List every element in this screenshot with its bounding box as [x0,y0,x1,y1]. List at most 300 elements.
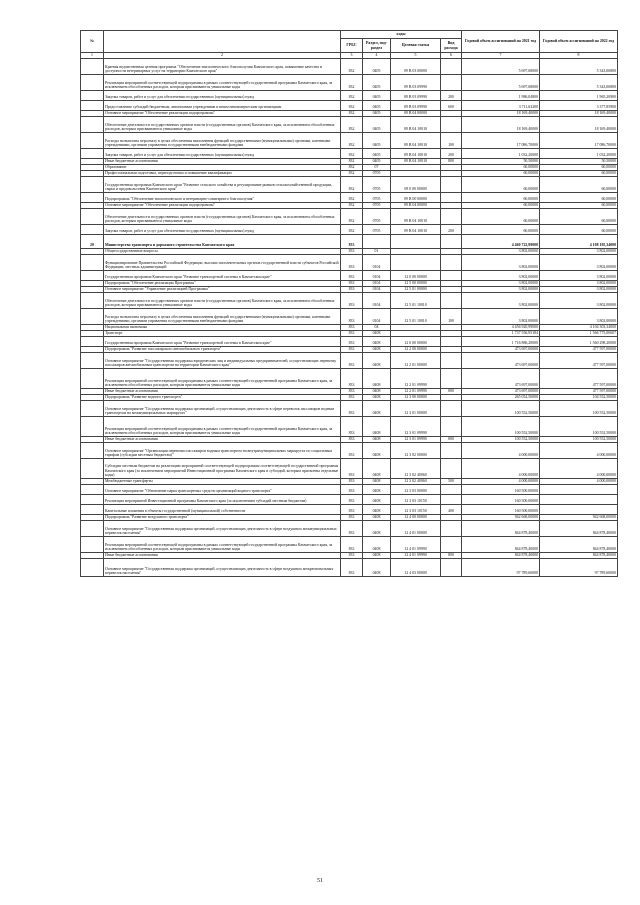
cell-v2: 4 108 105,34000 [540,235,618,249]
cell-sec: 0405 [363,117,391,133]
cell-no [81,459,104,479]
cell-tgt: 09 В 03 09990 [391,75,441,91]
cell-sec: 0408 [363,401,391,417]
table-row [81,171,618,177]
cell-v1: 844 878,40000 [462,537,540,553]
cell-kind: 500 [441,479,462,485]
cell-tgt: 12 3 03 00000 [391,485,441,495]
cell-sec: 0408 [363,417,391,437]
cell-v2: 844 878,40000 [540,537,618,553]
cell-grbs: 833 [341,287,363,293]
cell-grbs: 832 [341,171,363,177]
cell-kind: 800 [441,553,462,559]
cell-grbs: 833 [341,515,363,521]
cell-tgt: 12 3 00 00000 [391,395,441,401]
cell-sec: 0408 [363,537,391,553]
cell-grbs: 833 [341,505,363,515]
cell-sec: 0408 [363,559,391,577]
table-row [81,495,618,505]
table-row [81,111,618,117]
cell-sec [363,235,391,249]
cell-grbs: 832 [341,193,363,203]
table-row [81,537,618,553]
cell-v2: 18 169,40000 [540,117,618,133]
cell-v1: 844 878,40000 [462,521,540,537]
cell-tgt: 09 В 04 10010 [391,133,441,149]
cell-v2: 60,00000 [540,177,618,193]
cell-grbs: 833 [341,559,363,577]
cell-tgt: 09 В 03 00000 [391,59,441,75]
cell-kind [441,177,462,193]
cell-no [81,309,104,325]
cell-grbs: 832 [341,165,363,171]
budget-table-sheet [80,30,617,577]
cell-v1: 4 000,00000 [462,479,540,485]
cell-grbs: 833 [341,417,363,437]
cell-grbs: 832 [341,159,363,165]
cell-v1: 473 697,00000 [462,389,540,395]
cell-v2: 18 169,40000 [540,111,618,117]
cell-no [81,293,104,309]
cell-v1: 5 697,68000 [462,75,540,91]
table-row [81,281,618,287]
cell-v2: 477 597,00000 [540,369,618,389]
cell-sec: 0408 [363,459,391,479]
page-number: 51 [317,878,323,884]
cell-grbs: 833 [341,521,363,537]
cell-grbs: 833 [341,395,363,401]
table-row [81,271,618,281]
table-row [81,505,618,515]
cell-name: Подпрограмма "Развитие воздушного транспорта" [104,515,341,521]
cell-sec: 0408 [363,331,391,337]
cell-grbs: 832 [341,149,363,159]
cell-v2: 844 878,40000 [540,521,618,537]
cell-tgt: 12 0 00 00000 [391,271,441,281]
cell-sec: 0408 [363,485,391,495]
cell-v2: 97 789,60000 [540,559,618,577]
header-name [104,31,341,53]
cell-v1: 3 802,00000 [462,281,540,287]
cell-v1: 60,00000 [462,177,540,193]
header-grbs: ГРБС [341,39,363,53]
table-row [81,133,618,149]
cell-name: Реализация мероприятий Инвестиционной программы Камчатского края (за исключением субсидий местным бюджетам) [104,495,341,505]
cell-v2: 477 597,00000 [540,353,618,369]
cell-v2: 3 802,00000 [540,249,618,255]
cell-v1: 3 802,00000 [462,287,540,293]
cell-sec: 0408 [363,347,391,353]
table-row [81,149,618,159]
cell-name: Государственная программа Камчатского края "Развитие транспортной системы в Камчатском крае" [104,337,341,347]
cell-kind [441,235,462,249]
cell-no [81,209,104,225]
cell-name: Предоставление субсидий бюджетным, автономным учреждениям и иным некоммерческим организациям [104,101,341,111]
cell-v1: 3 802,00000 [462,249,540,255]
cell-v2: 3 802,00000 [540,255,618,271]
cell-kind [441,337,462,347]
cell-v1: 4 460 722,99000 [462,235,540,249]
cell-grbs: 832 [341,101,363,111]
cell-v2: 1 560 298,20000 [540,337,618,347]
cell-tgt: 12 4 00 00000 [391,515,441,521]
cell-name: Профессиональная подготовка, переподготовка и повышение квалификации [104,171,341,177]
cell-name: Закупка товаров, работ и услуг для обеспечения государственных (муниципальных) нужд [104,91,341,101]
cell-tgt: 12 0 00 00000 [391,337,441,347]
table-row [81,293,618,309]
cell-no [81,75,104,91]
cell-kind [441,459,462,479]
cell-name: Иные бюджетные ассигнования [104,389,341,395]
cell-kind: 800 [441,437,462,443]
cell-v1: 18 169,40000 [462,117,540,133]
cell-kind [441,443,462,459]
cell-sec: 0408 [363,389,391,395]
cell-no [81,133,104,149]
cell-tgt [391,235,441,249]
cell-name: Закупка товаров, работ и услуг для обеспечения государственных (муниципальных) нужд [104,149,341,159]
table-row [81,91,618,101]
table-row [81,559,618,577]
cell-v1: 3 802,00000 [462,293,540,309]
cell-no: 20 [81,235,104,249]
cell-v2: 60,00000 [540,171,618,177]
cell-tgt: 12 3 01 00000 [391,401,441,417]
cell-sec: 0405 [363,133,391,149]
table-header [81,31,618,59]
cell-sec: 0408 [363,495,391,505]
cell-v1: 60,00000 [462,203,540,209]
cell-kind: 600 [441,101,462,111]
cell-v1: 100 552,50000 [462,437,540,443]
cell-grbs: 833 [341,281,363,287]
table-row [81,395,618,401]
cell-v2: 1 032,20000 [540,149,618,159]
cell-v1: 100 552,50000 [462,401,540,417]
cell-grbs: 833 [341,443,363,459]
cell-kind [441,209,462,225]
cell-v1: 1 032,20000 [462,149,540,159]
cell-name: Межбюджетные трансферты [104,479,341,485]
cell-sec: 0408 [363,505,391,515]
cell-name: Реализация мероприятий соответствующей подпрограммы в рамках соответствующей государственной программы Камчатского края, за исключением обособленных расходов, которым присваиваются уникальные коды [104,369,341,389]
cell-sec: 0405 [363,111,391,117]
cell-sec: 0408 [363,369,391,389]
cell-kind [441,401,462,417]
cell-tgt: 09 В 04 10010 [391,209,441,225]
cell-name: Общегосударственные вопросы [104,249,341,255]
cell-v2: 100 552,50000 [540,417,618,437]
cell-sec: 0405 [363,149,391,159]
cell-kind [441,485,462,495]
cell-v2: 60,00000 [540,165,618,171]
cell-no [81,369,104,389]
cell-no [81,401,104,417]
cell-v1: 473 697,00000 [462,353,540,369]
cell-v2: 60,00000 [540,203,618,209]
cell-grbs: 832 [341,59,363,75]
cell-name: Обеспечение деятельности государственных органов власти (государственных органов) Камчатского края, за исключением обособленных расходов, которым присваиваются уникальные коды [104,209,341,225]
header-year2021: Годовой объем ассигнований на 2021 год [462,31,540,53]
cell-tgt: 12 3 02 00000 [391,443,441,459]
cell-v2: 60,00000 [540,193,618,203]
cell-no [81,271,104,281]
col-num: 1 [81,53,104,59]
cell-name: Основное мероприятие "Организация перевозки пассажиров водным транспортом на внутримуниципальных маршрутах по социальным тарифам (субсидии местным бюджетам)" [104,443,341,459]
cell-tgt: 12 2 01 09990 [391,389,441,395]
cell-name: Основное мероприятие "Обновление парка транспортных средств организаций водного транспорта" [104,485,341,495]
cell-v1: 1 986,04800 [462,91,540,101]
cell-v1: 1 716 886,20000 [462,337,540,347]
table-body [81,59,618,577]
cell-name: Реализация мероприятий соответствующей подпрограммы в рамках соответствующей государственной программы Камчатского края, за исключением обособленных расходов, которым присваиваются уникальные коды [104,75,341,91]
cell-name: Иные бюджетные ассигнования [104,159,341,165]
cell-grbs: 832 [341,209,363,225]
cell-sec: 0405 [363,59,391,75]
cell-no [81,443,104,459]
cell-grbs: 833 [341,485,363,495]
cell-tgt: 12 4 01 09990 [391,553,441,559]
cell-name: Расходы на выплаты персоналу в целях обеспечения выполнения функций государственными (муниципальными) органами, казенными учреждениями, органами управления государственными внебюджетными фондами [104,133,341,149]
cell-name: Министерство транспорта и дорожного строительства Камчатского края [104,235,341,249]
cell-name: Государственная программа Камчатского края "Развитие транспортной системы в Камчатском крае" [104,271,341,281]
cell-v2 [540,505,618,515]
cell-sec: 0705 [363,225,391,235]
cell-kind [441,293,462,309]
cell-grbs: 833 [341,255,363,271]
cell-kind [441,537,462,553]
cell-sec: 0408 [363,437,391,443]
cell-name: Краевая ведомственная целевая программа "Обеспечение эпизоотического благополучия Камчатского края, повышение качества и доступности ветеринарных услуг на территории Камчатского края" [104,59,341,75]
cell-grbs: 832 [341,111,363,117]
table-row [81,59,618,75]
cell-sec: 0104 [363,255,391,271]
cell-sec: 0705 [363,193,391,203]
cell-sec: 0408 [363,515,391,521]
cell-kind [441,559,462,577]
table-row [81,369,618,389]
table-row [81,101,618,111]
cell-no [81,59,104,75]
cell-sec: 0705 [363,171,391,177]
cell-kind: 200 [441,91,462,101]
cell-v2: 4 000,00000 [540,443,618,459]
cell-sec: 0104 [363,271,391,281]
cell-v1: 4 000,00000 [462,443,540,459]
table-row [81,515,618,521]
cell-grbs: 833 [341,479,363,485]
cell-no [81,537,104,553]
cell-sec: 0408 [363,353,391,369]
cell-no [81,101,104,111]
header-target: Целевая статья [391,39,441,53]
cell-tgt: 12 3 02 40060 [391,459,441,479]
cell-v2: 4 000,00000 [540,479,618,485]
cell-v1: 3 802,00000 [462,255,540,271]
cell-grbs: 833 [341,309,363,325]
table-row [81,309,618,325]
cell-grbs: 833 [341,495,363,505]
cell-grbs: 833 [341,325,363,331]
cell-grbs: 833 [341,389,363,395]
cell-kind: 800 [441,159,462,165]
col-num: 5 [391,53,441,59]
table-row [81,521,618,537]
cell-grbs: 832 [341,75,363,91]
cell-tgt: 12 3 01 09990 [391,417,441,437]
cell-kind [441,75,462,91]
table-row [81,417,618,437]
cell-kind [441,417,462,437]
cell-sec: 0408 [363,479,391,485]
col-num: 6 [441,53,462,59]
cell-v1: 3 802,00000 [462,309,540,325]
cell-tgt: 09 В 03 09990 [391,91,441,101]
cell-v2: 4 104 303,34000 [540,325,618,331]
cell-v1: 160 500,00000 [462,495,540,505]
cell-v2: 3 802,00000 [540,281,618,287]
cell-kind: 100 [441,309,462,325]
cell-v1: 942 668,00000 [462,515,540,521]
table-row [81,177,618,193]
cell-name: Обеспечение деятельности государственных органов власти (государственных органов) Камчатского края, за исключением обособленных расходов, которым присваиваются уникальные коды [104,293,341,309]
cell-v2: 4 000,00000 [540,459,618,479]
cell-tgt: 09 В 00 00000 [391,193,441,203]
cell-no [81,91,104,101]
table-row [81,255,618,271]
cell-v2: 100 552,50000 [540,401,618,417]
cell-grbs: 832 [341,203,363,209]
cell-grbs: 832 [341,117,363,133]
cell-grbs: 833 [341,553,363,559]
cell-sec: 0408 [363,443,391,459]
table-row [81,209,618,225]
cell-name: Основное мероприятие "Обеспечение реализации подпрограммы" [104,203,341,209]
cell-name: Основное мероприятие "Государственная поддержка юридических лиц и индивидуальных предпринимателей, осуществляющих перевозку пассажиров автомобильным транспортом на территории Камчатского края" [104,353,341,369]
table-row [81,225,618,235]
header-kind: Вид расхода [441,39,462,53]
cell-v1: 97 789,60000 [462,559,540,577]
cell-v2: 477 597,00000 [540,389,618,395]
cell-grbs: 833 [341,271,363,281]
cell-v2: 3 377,85900 [540,101,618,111]
table-row [81,347,618,353]
cell-grbs: 832 [341,133,363,149]
cell-grbs: 833 [341,437,363,443]
cell-sec: 0705 [363,203,391,209]
table-row [81,401,618,417]
cell-name: Капитальные вложения в объекты государственной (муниципальной) собственности [104,505,341,515]
cell-tgt: 09 0 00 00000 [391,177,441,193]
cell-grbs: 832 [341,177,363,193]
table-row [81,203,618,209]
cell-v1: 100 552,50000 [462,417,540,437]
cell-no [81,337,104,347]
cell-tgt: 12 3 03 10150 [391,505,441,515]
cell-v1: 4 456 920,99000 [462,325,540,331]
cell-v2: 60,00000 [540,209,618,225]
cell-v2 [540,485,618,495]
cell-grbs: 833 [341,293,363,309]
cell-sec: 0705 [363,177,391,193]
cell-v2: 60,00000 [540,225,618,235]
cell-name: Субсидии местным бюджетам на реализацию мероприятий соответствующей подпрограммы соответствующей государственной программы Камчатского края (за исключением мероприятий Инвестиционной программы Камчатского края и субсидий, которым присвоены отдельные коды) [104,459,341,479]
cell-v2: 104 552,50000 [540,395,618,401]
header-section: Раздел, под-раздел [363,39,391,53]
cell-sec: 0408 [363,521,391,537]
cell-v1: 1 737 556,95184 [462,331,540,337]
cell-kind: 400 [441,505,462,515]
cell-grbs: 832 [341,225,363,235]
cell-name: Основное мероприятие "Государственная поддержка организаций, осуществляющих деятельность в сфере воздушных межрегиональных перевозок населения" [104,559,341,577]
cell-no [81,495,104,505]
cell-v2: 3 802,00000 [540,287,618,293]
cell-tgt: 12 4 01 09990 [391,537,441,553]
col-num: 4 [363,53,391,59]
cell-v2: 477 597,00000 [540,347,618,353]
cell-name: Основное мероприятие "Обеспечение реализации подпрограммы" [104,111,341,117]
cell-v2: 50,50000 [540,159,618,165]
cell-name: Подпрограмма "Развитие пассажирского автомобильного транспорта" [104,347,341,353]
cell-v1: 60,00000 [462,225,540,235]
cell-v2: 1 965,20900 [540,91,618,101]
cell-name: Образование [104,165,341,171]
table-row [81,235,618,249]
cell-kind: 100 [441,133,462,149]
cell-v1: 5 697,68000 [462,59,540,75]
cell-tgt: 12 3 01 09990 [391,437,441,443]
cell-v1: 3 711,63200 [462,101,540,111]
cell-kind [441,353,462,369]
cell-kind [441,117,462,133]
cell-tgt: 09 В 04 00000 [391,111,441,117]
cell-grbs: 833 [341,249,363,255]
cell-v2: 3 802,00000 [540,309,618,325]
cell-v2 [540,495,618,505]
table-row [81,353,618,369]
cell-tgt: 09 В 04 10010 [391,117,441,133]
cell-name: Основное мероприятие "Управление реализацией Программы" [104,287,341,293]
cell-kind [441,193,462,203]
cell-tgt: 12 4 01 00000 [391,521,441,537]
cell-tgt: 12 5 00 00000 [391,281,441,287]
col-num: 7 [462,53,540,59]
cell-name: Транспорт [104,331,341,337]
cell-tgt: 12 4 03 00000 [391,559,441,577]
cell-sec: 01 [363,249,391,255]
cell-tgt: 09 В 04 10010 [391,159,441,165]
cell-no [81,417,104,437]
cell-grbs: 833 [341,331,363,337]
cell-sec: 0408 [363,395,391,401]
cell-v1: 473 697,00000 [462,369,540,389]
cell-v2: 844 878,40000 [540,553,618,559]
cell-v2: 100 552,50000 [540,437,618,443]
cell-tgt: 12 5 01 10010 [391,293,441,309]
cell-grbs: 833 [341,337,363,347]
col-num: 2 [104,53,341,59]
cell-sec: 0104 [363,287,391,293]
cell-no [81,521,104,537]
cell-grbs: 833 [341,401,363,417]
table-row [81,485,618,495]
cell-v1: 160 500,00000 [462,485,540,495]
cell-name: Функционирование Правительства Российской Федерации, высших исполнительных органов государственной власти субъектов Российской Федерации, местных администраций [104,255,341,271]
table-row [81,443,618,459]
cell-v2: 3 802,00000 [540,271,618,281]
cell-name: Национальная экономика [104,325,341,331]
cell-name: Обеспечение деятельности государственных органов власти (государственных органов) Камчатского края, за исключением обособленных расходов, которым присваиваются уникальные коды [104,117,341,133]
